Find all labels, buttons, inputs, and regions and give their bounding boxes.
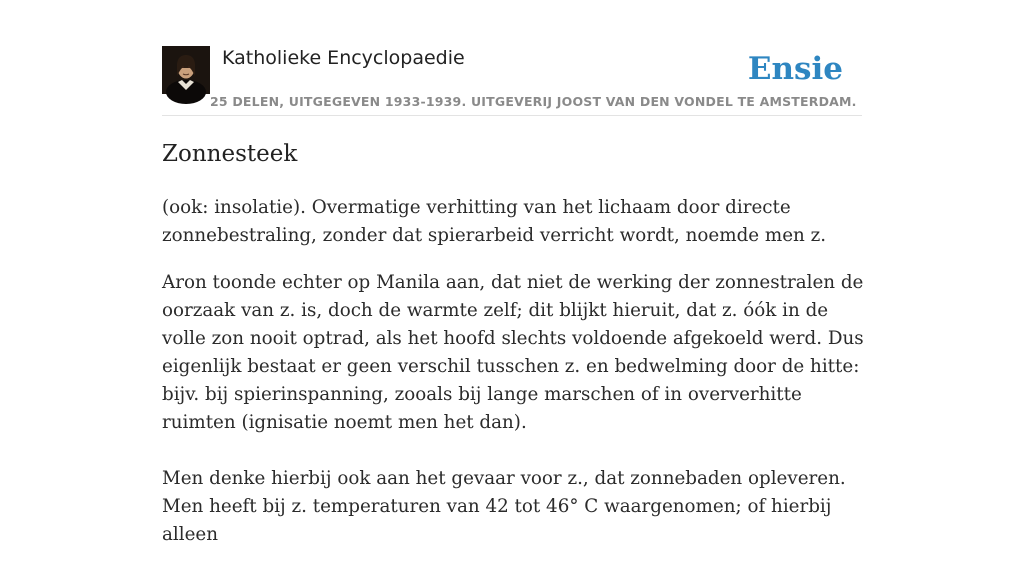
entry-paragraph: Aron toonde echter op Manila aan, dat niet de werking der zonnestralen de oorzaak van z. is, doch de warmte zelf; dit blijkt hieruit, dat z. óók in de volle zon nooit optrad, als het hoofd slechts voldoende afgekoeld werd. Dus eigenlijk bestaat er geen verschil tusschen z. en bedwelming door de hitte: bijv. bij spierinspanning, zooals bij lange marschen of in oververhitte ruimten (ignisatie noemt men het dan). — [162, 272, 864, 433]
portrait-avatar-icon[interactable] — [162, 46, 210, 94]
entry-paragraph: Men denke hierbij ook aan het gevaar voor z., dat zonnebaden opleveren. Men heeft bij z. temperaturen van 42 tot 46° C waargenomen; of hierbij alleen — [162, 468, 846, 545]
ensie-logo-link[interactable]: Ensie — [747, 51, 843, 87]
entry-paragraph: (ook: insolatie). Overmatige verhitting van het lichaam door directe zonnebestraling, zonder dat spierarbeid verricht wordt, noemde men z. — [162, 197, 827, 246]
entry-content — [162, 137, 867, 568]
site-title[interactable]: Katholieke Encyclopaedie — [222, 47, 465, 69]
site-subtitle: 25 DELEN, UITGEGEVEN 1933-1939. UITGEVERIJ JOOST VAN DEN VONDEL TE AMSTERDAM. — [210, 94, 857, 109]
site-header — [162, 46, 862, 116]
entry-title: Zonnesteek — [162, 141, 298, 167]
